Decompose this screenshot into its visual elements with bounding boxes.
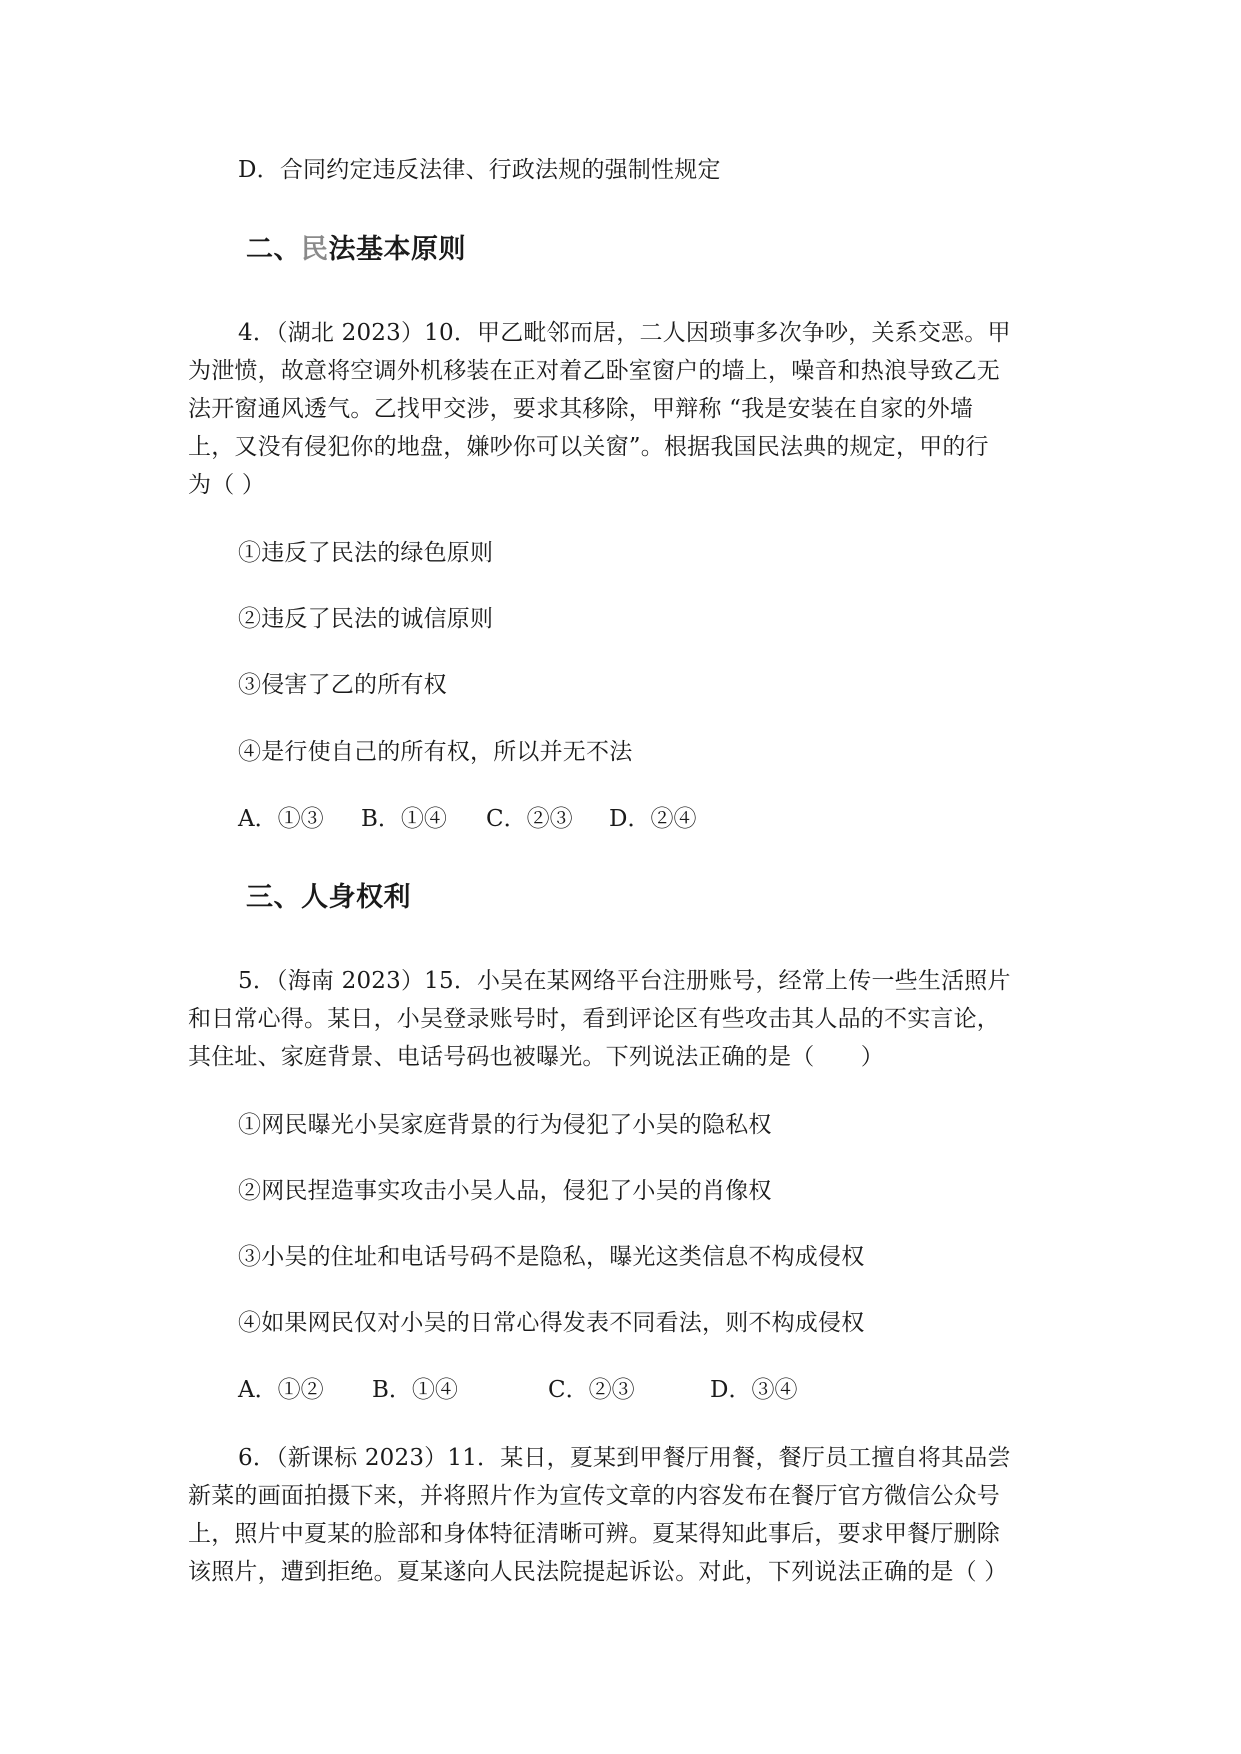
heading-muted-char: 民	[301, 234, 329, 265]
q5-line-1: 5．（海南 2023）15．小吴在某网络平台注册账号，经常上传一些生活照片	[238, 968, 1011, 994]
q4-item-4: ④是行使自己的所有权，所以并无不法	[238, 739, 633, 765]
section-heading-civil-law-principles	[246, 230, 466, 270]
heading-rest: 法基本原则	[328, 234, 466, 265]
q6-line-4: 该照片，遭到拒绝。夏某遂向人民法院提起诉讼。对此，下列说法正确的是（ ）	[188, 1559, 1008, 1585]
q6-line-2: 新菜的画面拍摄下来，并将照片作为宣传文章的内容发布在餐厅官方微信公众号	[188, 1483, 1000, 1509]
q4-item-2: ②违反了民法的诚信原则	[238, 606, 494, 632]
q4-line-4: 上，又没有侵犯你的地盘，嫌吵你可以关窗”。根据我国民法典的规定，甲的行	[188, 434, 989, 460]
q4-option-a: A．①③	[238, 806, 324, 832]
q5-option-b: B．①④	[372, 1377, 458, 1403]
q5-option-c: C．②③	[548, 1377, 635, 1403]
q4-line-1: 4．（湖北 2023）10．甲乙毗邻而居，二人因琐事多次争吵，关系交恶。甲	[238, 320, 1011, 346]
q4-item-3: ③侵害了乙的所有权	[238, 672, 447, 698]
q5-line-3: 其住址、家庭背景、电话号码也被曝光。下列说法正确的是（ ）	[188, 1044, 884, 1070]
q4-option-d: D．②④	[609, 806, 697, 832]
heading-prefix: 二、	[246, 234, 301, 265]
q5-item-2: ②网民捏造事实攻击小吴人品，侵犯了小吴的肖像权	[238, 1178, 772, 1204]
q6-line-1: 6．（新课标 2023）11．某日，夏某到甲餐厅用餐，餐厅员工擅自将其品尝	[238, 1445, 1011, 1471]
q5-option-a: A．①②	[238, 1377, 324, 1403]
q5-option-d: D．③④	[710, 1377, 798, 1403]
section-heading-personal-rights: 三、人身权利	[246, 882, 411, 913]
q4-line-2: 为泄愤，故意将空调外机移装在正对着乙卧室窗户的墙上，噪音和热浪导致乙无	[188, 358, 1000, 384]
q5-item-3: ③小吴的住址和电话号码不是隐私，曝光这类信息不构成侵权	[238, 1244, 865, 1270]
q4-option-c: C．②③	[486, 806, 573, 832]
q4-line-3: 法开窗通风透气。乙找甲交涉，要求其移除，甲辩称 “我是安装在自家的外墙	[188, 396, 974, 422]
q4-line-5: 为（ ）	[188, 472, 266, 498]
previous-option-d: D．合同约定违反法律、行政法规的强制性规定	[238, 157, 721, 183]
q5-item-4: ④如果网民仅对小吴的日常心得发表不同看法，则不构成侵权	[238, 1310, 865, 1336]
q4-item-1: ①违反了民法的绿色原则	[238, 540, 494, 566]
q5-item-1: ①网民曝光小吴家庭背景的行为侵犯了小吴的隐私权	[238, 1112, 772, 1138]
q6-line-3: 上，照片中夏某的脸部和身体特征清晰可辨。夏某得知此事后，要求甲餐厅删除	[188, 1521, 1000, 1547]
q5-line-2: 和日常心得。某日，小吴登录账号时，看到评论区有些攻击其人品的不实言论，	[188, 1006, 1000, 1032]
q4-option-b: B．①④	[361, 806, 447, 832]
